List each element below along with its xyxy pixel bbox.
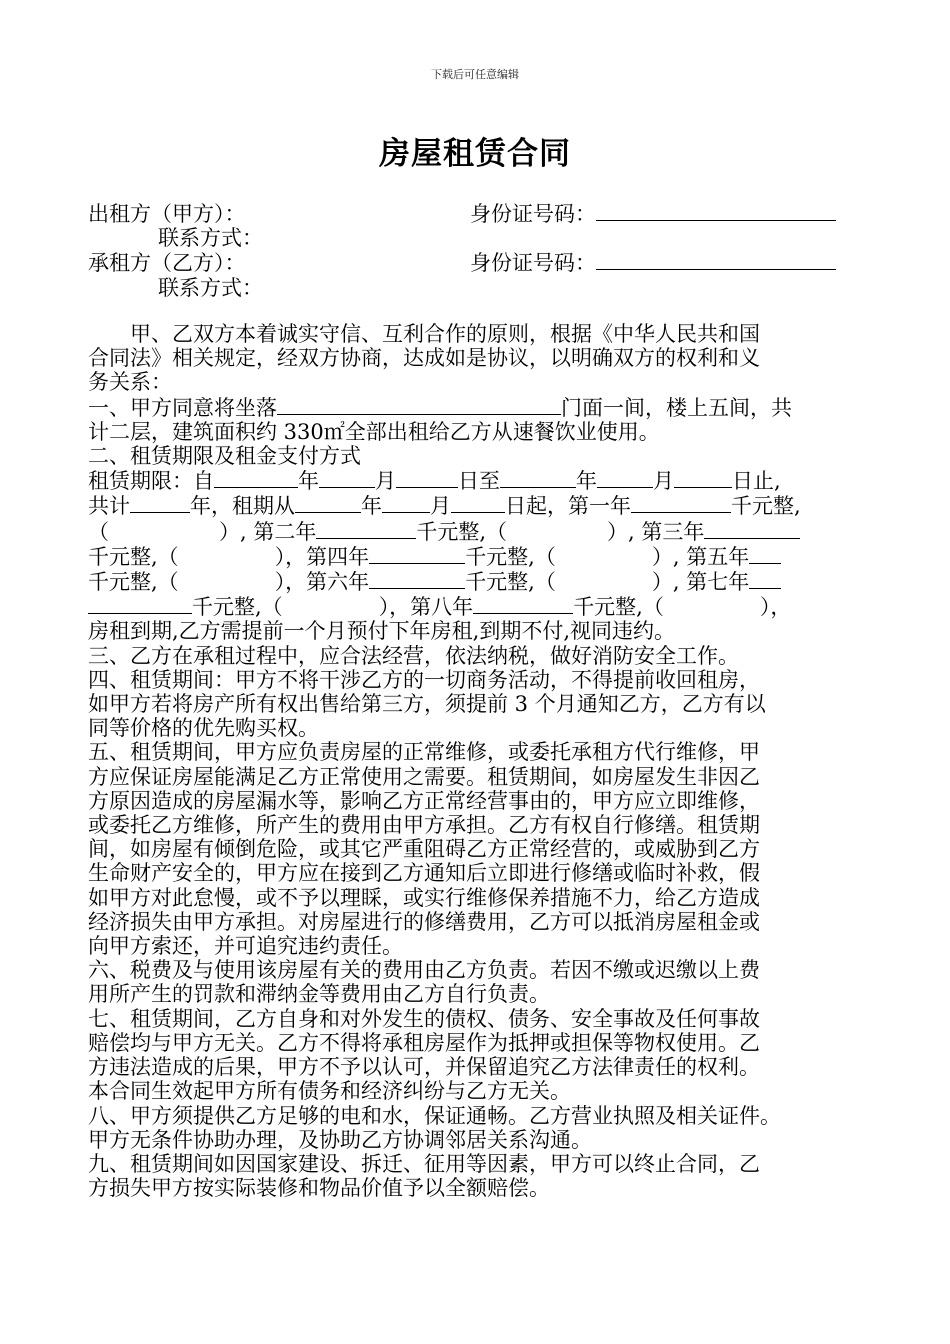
- lessee-id-label: 身份证号码：: [470, 251, 596, 275]
- from-month-field[interactable]: [382, 493, 430, 513]
- clause-line: 三、乙方在承租过程中，应合法经营，依法纳税，做好消防安全工作。: [88, 643, 739, 668]
- start-year-field[interactable]: [214, 468, 298, 488]
- clause-text: 一、甲方同意将坐落: [88, 395, 277, 420]
- year-1-rent-field[interactable]: [631, 493, 731, 513]
- lessor-id-row: [470, 202, 836, 226]
- clause-text: 千元整,（: [192, 595, 283, 620]
- intro-line: 务关系：: [88, 370, 172, 395]
- clause-text: ），第六年: [274, 570, 370, 595]
- clause-text: 千元整,（: [573, 595, 664, 620]
- year-6-rent-field[interactable]: [369, 569, 465, 589]
- clause-text: ）, 第七年: [651, 570, 750, 595]
- lease-term-line: [88, 544, 868, 569]
- clause-text: 千元整,（: [465, 544, 556, 569]
- intro-line: 甲、乙双方本着诚实守信、互利合作的原则，根据《中华人民共和国: [88, 322, 760, 346]
- lessee-label: 承租方（乙方）：: [88, 251, 246, 275]
- clause-line: 向甲方索还，并可追究违约责任。: [88, 934, 403, 959]
- clause-text: ）, 第三年: [607, 519, 705, 544]
- clause-text: 年: [298, 469, 319, 494]
- lessor-label: 出租方（甲方）：: [88, 202, 246, 226]
- clause-line: 经济损失由甲方承担。对房屋进行的修缮费用，乙方可以抵消房屋租金或: [88, 909, 760, 934]
- end-day-field[interactable]: [674, 468, 732, 488]
- clause-text: 月: [375, 469, 396, 494]
- clause-line: 六、税费及与使用该房屋有关的费用由乙方负责。若因不缴或迟缴以上费: [88, 958, 760, 983]
- clause-line: 七、租赁期间，乙方自身和对外发生的债权、债务、安全事故及任何事故: [88, 1006, 760, 1031]
- clause-text: 年，租期从: [190, 494, 295, 519]
- clause-text: ），: [759, 595, 792, 620]
- clause-text: 千元整,（: [88, 570, 179, 595]
- clause-line: 方违法造成的后果，甲方不予以认可，并保留追究乙方法律责任的权利。: [88, 1055, 760, 1080]
- intro-line: 合同法》相关规定，经双方协商，达成如是协议，以明确双方的权利和义: [88, 346, 760, 371]
- watermark-text: 下载后可任意编辑: [431, 68, 519, 81]
- start-month-field[interactable]: [319, 468, 375, 488]
- clause-text: 千元整,（: [416, 519, 508, 544]
- clause-text: ），第八年: [378, 595, 474, 620]
- contract-body: [88, 322, 868, 1200]
- clause-line: 间，如房屋有倾倒危险，或其它严重阻碍乙方正常经营的，或威胁到乙方: [88, 837, 760, 862]
- year-4-rent-field[interactable]: [369, 544, 465, 564]
- clause-text: 月: [430, 494, 451, 519]
- lease-term-line: [88, 569, 868, 594]
- lease-term-line: [88, 468, 868, 493]
- clause-line: 本合同生效起甲方所有债务和经济纠纷与乙方无关。: [88, 1079, 571, 1104]
- page-title: 房屋租赁合同: [379, 136, 571, 172]
- end-year-field[interactable]: [500, 468, 576, 488]
- clause-text: 千元整,（: [465, 570, 556, 595]
- clause-text: 年: [576, 469, 597, 494]
- lessee-id-row: [470, 251, 836, 275]
- year-8-rent-field[interactable]: [473, 594, 573, 614]
- clause-text: 门面一间，楼上五间，共: [561, 395, 792, 420]
- clause-1-line: [88, 395, 868, 420]
- clause-1-line: 计二层，建筑面积约 330㎡全部出租给乙方从速餐饮业使用。: [88, 419, 660, 444]
- lessor-id-label: 身份证号码：: [470, 202, 596, 226]
- clause-text: ）, 第五年: [651, 544, 750, 569]
- address-field[interactable]: [277, 395, 561, 415]
- clause-text: 千元整,: [731, 494, 801, 519]
- clause-text: 千元整,（: [88, 544, 179, 569]
- lease-term-line: [88, 594, 868, 619]
- clause-text: 日起，第一年: [505, 494, 631, 519]
- lessor-id-field[interactable]: [596, 202, 836, 221]
- clause-text: 共计: [88, 494, 130, 519]
- clause-line: 或委托乙方维修，所产生的费用由甲方承担。乙方有权自行修缮。租赁期: [88, 813, 760, 838]
- end-month-field[interactable]: [597, 468, 653, 488]
- clause-line: 方原因造成的房屋漏水等，影响乙方正常经营事由的，甲方应立即维修，: [88, 788, 760, 813]
- clause-line: 方损失甲方按实际装修和物品价值予以全额赔偿。: [88, 1176, 550, 1201]
- clause-line: 同等价格的优先购买权。: [88, 716, 319, 741]
- year-3-rent-field[interactable]: [704, 519, 800, 539]
- clause-line: 八、甲方须提供乙方足够的电和水，保证通畅。乙方营业执照及相关证件。: [88, 1103, 781, 1128]
- year-2-rent-field[interactable]: [316, 519, 416, 539]
- term-years-field[interactable]: [130, 493, 190, 513]
- clause-line: 五、租赁期间，甲方应负责房屋的正常维修，或委托承租方代行维修，甲: [88, 740, 760, 765]
- year-5-rent-field[interactable]: [749, 544, 781, 564]
- clause-text: ），第四年: [274, 544, 370, 569]
- clause-line: 如甲方对此怠慢，或不予以理睬，或实行维修保养措施不力，给乙方造成: [88, 885, 760, 910]
- clause-line: 用所产生的罚款和滞纳金等费用由乙方自行负责。: [88, 982, 550, 1007]
- clause-line: 如甲方若将房产所有权出售给第三方，须提前 3 个月通知乙方，乙方有以: [88, 692, 766, 717]
- from-year-field[interactable]: [295, 493, 361, 513]
- year-7-rent-field-cont[interactable]: [88, 594, 192, 614]
- lease-term-line: [88, 493, 868, 518]
- clause-2-heading: 二、租赁期限及租金支付方式: [88, 444, 361, 469]
- lessee-contact-label: 联系方式：: [158, 276, 263, 300]
- lessor-contact-label: 联系方式：: [158, 226, 263, 250]
- clause-line: 房租到期,乙方需提前一个月预付下年房租,到期不付,视同违约。: [88, 619, 676, 644]
- lessee-id-field[interactable]: [596, 251, 836, 270]
- year-7-rent-field[interactable]: [749, 569, 781, 589]
- clause-text: 日止,: [732, 469, 781, 494]
- clause-text: 年: [361, 494, 382, 519]
- clause-line: 赔偿均与甲方无关。乙方不得将承租房屋作为抵押或担保等物权使用。乙: [88, 1030, 760, 1055]
- start-day-field[interactable]: [396, 468, 458, 488]
- clause-line: 甲方无条件协助办理，及协助乙方协调邻居关系沟通。: [88, 1127, 592, 1152]
- clause-line: 四、租赁期间：甲方不将干涉乙方的一切商务活动，不得提前收回租房，: [88, 667, 760, 692]
- clause-text: 租赁期限：自: [88, 469, 214, 494]
- from-day-field[interactable]: [451, 493, 505, 513]
- clause-line: 九、租赁期间如因国家建设、拆迁、征用等因素，甲方可以终止合同，乙: [88, 1151, 760, 1176]
- lease-term-line: [88, 519, 868, 544]
- clause-text: 日至: [458, 469, 500, 494]
- clause-line: 生命财产安全的，甲方应在接到乙方通知后立即进行修缮或临时补救，假: [88, 861, 760, 886]
- clause-text: （: [88, 519, 109, 544]
- clause-line: 方应保证房屋能满足乙方正常使用之需要。租赁期间，如房屋发生非因乙: [88, 764, 760, 789]
- clause-text: 月: [653, 469, 674, 494]
- clause-text: ）, 第二年: [219, 519, 317, 544]
